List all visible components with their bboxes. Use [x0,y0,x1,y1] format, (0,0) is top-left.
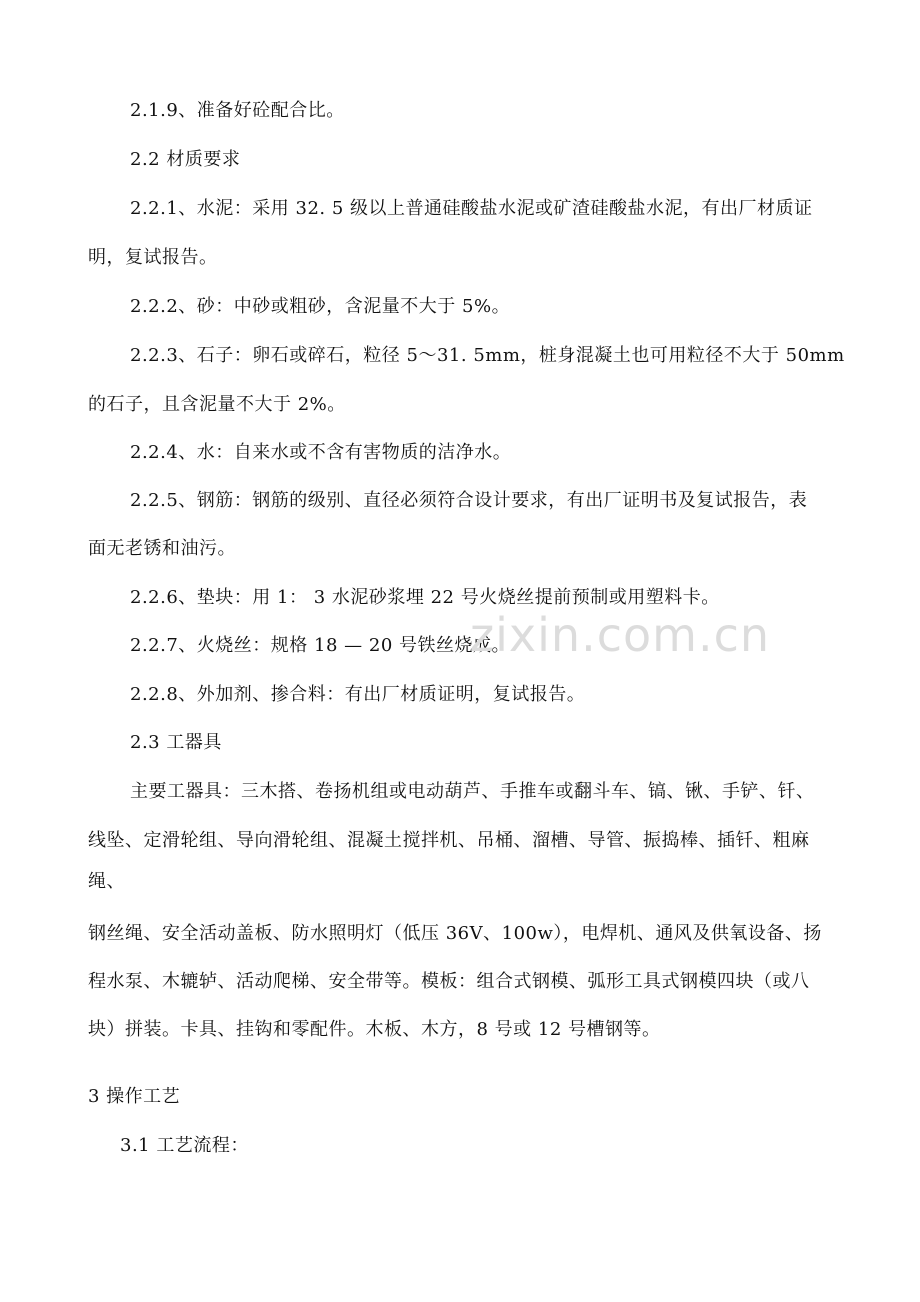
tools-line-1: 主要工器具：三木搭、卷扬机组或电动葫芦、手推车或翻斗车、镐、锹、手铲、钎、 [130,781,815,802]
tools-line-3: 绳、 [88,871,125,892]
paragraph-2-2-3: 2.2.3、石子：卵石或碎石，粒径 5～31. 5mm，桩身混凝土也可用粒径不大于 50mm [130,345,845,366]
paragraph-2-2-1: 2.2.1、水泥：采用 32. 5 级以上普通硅酸盐水泥或矿渣硅酸盐水泥，有出厂材质证 [130,198,813,219]
paragraph-2-2-7: 2.2.7、火烧丝：规格 18 — 20 号铁丝烧成。 [130,635,510,656]
heading-2-2: 2.2 材质要求 [130,149,241,170]
heading-3-1: 3.1 工艺流程： [120,1135,249,1156]
heading-2-3: 2.3 工器具 [130,732,222,753]
paragraph-2-2-5-cont: 面无老锈和油污。 [88,538,236,559]
paragraph-2-2-6: 2.2.6、垫块：用 1： 3 水泥砂浆埋 22 号火烧丝提前预制或用塑料卡。 [130,587,720,608]
paragraph-2-1-9: 2.1.9、准备好砼配合比。 [130,100,345,121]
tools-line-6: 块）拼装。卡具、挂钩和零配件。木板、木方，8 号或 12 号槽钢等。 [88,1019,661,1040]
paragraph-2-2-3-cont: 的石子，且含泥量不大于 2%。 [88,394,346,415]
tools-line-5: 程水泵、木辘轳、活动爬梯、安全带等。模板：组合式钢模、弧形工具式钢模四块（或八 [88,971,810,992]
paragraph-2-2-5: 2.2.5、钢筋：钢筋的级别、直径必须符合设计要求，有出厂证明书及复试报告，表 [130,490,808,511]
tools-line-2: 线坠、定滑轮组、导向滑轮组、混凝土搅拌机、吊桶、溜槽、导管、振捣棒、插钎、粗麻 [88,830,810,851]
heading-3: 3 操作工艺 [88,1086,181,1107]
tools-line-4: 钢丝绳、安全活动盖板、防水照明灯（低压 36V、100w），电焊机、通风及供氧设备、扬 [88,923,822,944]
paragraph-2-2-1-cont: 明，复试报告。 [88,247,218,268]
paragraph-2-2-2: 2.2.2、砂：中砂或粗砂，含泥量不大于 5%。 [130,296,511,317]
paragraph-2-2-8: 2.2.8、外加剂、掺合料：有出厂材质证明，复试报告。 [130,684,586,705]
watermark: zixin.com.cn [470,608,771,662]
paragraph-2-2-4: 2.2.4、水：自来水或不含有害物质的洁净水。 [130,442,512,463]
